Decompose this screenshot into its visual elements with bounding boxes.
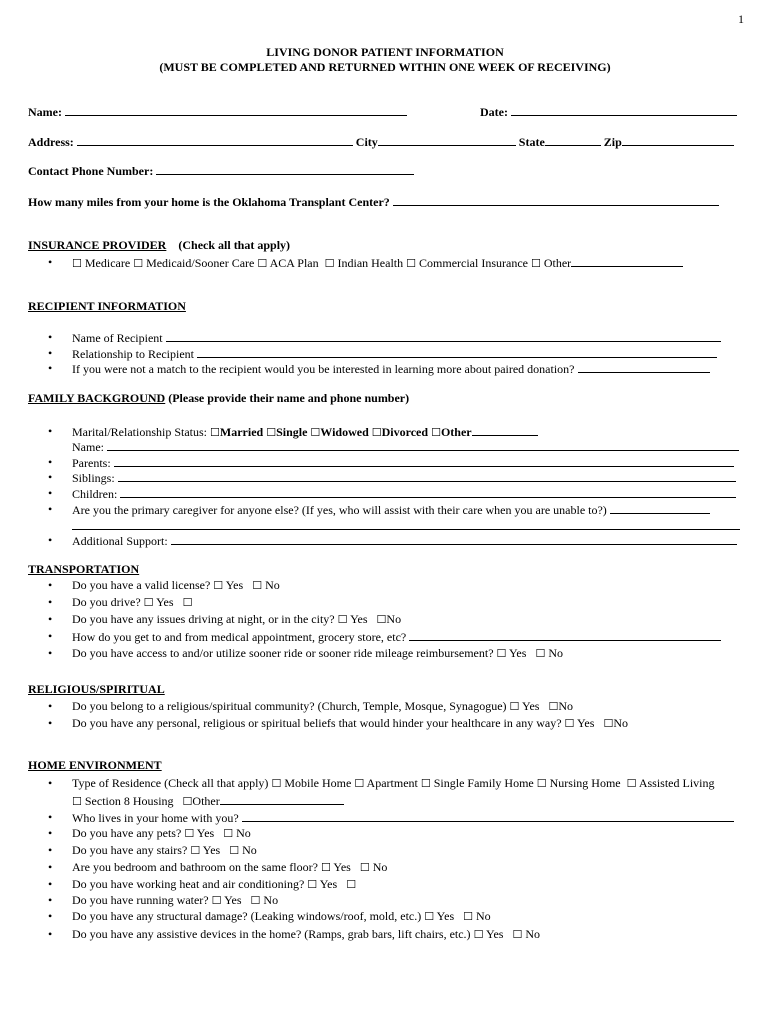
checkbox-medicaid[interactable]: ☐ (133, 257, 144, 270)
drive-row (72, 595, 192, 610)
miles-label: How many miles from your home is the Oklahoma Transplant Center? (28, 195, 390, 209)
yes-label: Yes (224, 893, 242, 907)
bullet: • (48, 927, 53, 941)
family-heading: FAMILY BACKGROUND (28, 391, 166, 405)
checkbox-yes[interactable]: ☐ (424, 910, 435, 923)
residence-label: Type of Residence (Check all that apply) (72, 776, 269, 790)
religious-heading: RELIGIOUS/SPIRITUAL (28, 682, 165, 696)
yes-label: Yes (333, 860, 351, 874)
devices-row (72, 927, 540, 942)
checkbox-single-family[interactable]: ☐ (420, 777, 431, 790)
state-field[interactable] (545, 134, 601, 146)
no-label: No (613, 716, 628, 730)
no-label: No (558, 699, 573, 713)
appointments-field[interactable] (409, 629, 721, 641)
night-driving-row (72, 612, 401, 627)
phone-field[interactable] (156, 163, 414, 175)
support-row (72, 533, 737, 549)
checkbox-yes[interactable]: ☐ (143, 596, 154, 609)
option-label: Mobile Home (284, 776, 352, 790)
checkbox-no[interactable]: ☐ (548, 700, 559, 713)
name-label: Name: (28, 105, 62, 119)
devices-question: Do you have any assistive devices in the home? (Ramps, grab bars, lift chairs, etc.) (72, 927, 471, 941)
home-heading: HOME ENVIRONMENT (28, 758, 162, 772)
checkbox-yes[interactable]: ☐ (473, 928, 484, 941)
date-field[interactable] (511, 104, 737, 116)
bullet: • (48, 893, 53, 907)
water-row (72, 893, 278, 908)
pets-row (72, 826, 251, 841)
bullet: • (48, 810, 53, 824)
children-row (72, 486, 736, 502)
yes-label: Yes (521, 699, 540, 713)
checkbox-single[interactable]: ☐ (266, 426, 277, 439)
residence-row-2 (72, 793, 344, 809)
paired-donation-row (72, 361, 710, 377)
address-label: Address: (28, 135, 74, 149)
bullet: • (48, 860, 53, 874)
heat-row (72, 877, 356, 892)
yes-label: Yes (196, 826, 215, 840)
license-question: Do you have a valid license? (72, 578, 211, 592)
support-label: Additional Support: (72, 534, 168, 548)
bullet: • (48, 826, 53, 840)
yes-label: Yes (156, 595, 174, 609)
checkbox-yes[interactable]: ☐ (190, 844, 201, 857)
caregiver-row (72, 502, 710, 518)
community-question: Do you belong to a religious/spiritual community? (Church, Temple, Mosque, Synagogue) (72, 699, 507, 713)
form-title: LIVING DONOR PATIENT INFORMATION (266, 45, 504, 59)
option-label: Single Family Home (433, 776, 534, 790)
transportation-heading: TRANSPORTATION (28, 562, 140, 576)
lives-with-question: Who lives in your home with you? (72, 811, 239, 825)
no-label: No (525, 927, 541, 941)
lives-with-field[interactable] (242, 810, 734, 822)
bullet: • (48, 346, 53, 360)
recipient-heading: RECIPIENT INFORMATION (28, 299, 186, 313)
damage-row (72, 909, 491, 924)
family-heading-row (28, 391, 409, 406)
yes-label: Yes (202, 843, 221, 857)
recipient-name-field[interactable] (166, 330, 721, 342)
no-label: No (386, 612, 402, 626)
checkbox-no[interactable]: ☐ (463, 910, 474, 923)
siblings-field[interactable] (118, 470, 736, 482)
address-field[interactable] (77, 134, 353, 146)
damage-question: Do you have any structural damage? (Leaking windows/roof, mold, etc.) (72, 909, 422, 923)
license-row (72, 578, 280, 593)
city-label: City (355, 135, 378, 149)
checkbox-no[interactable]: ☐ (346, 878, 357, 891)
checkbox-no[interactable]: ☐ (229, 844, 240, 857)
residence-other-field[interactable] (220, 793, 344, 805)
checkbox-no[interactable]: ☐ (250, 894, 261, 907)
residence-row (72, 776, 715, 791)
no-label: No (242, 843, 257, 857)
form-subtitle: (MUST BE COMPLETED AND RETURNED WITHIN ONE WEEK OF RECEIVING) (159, 60, 611, 74)
caregiver-field[interactable] (610, 502, 710, 514)
bullet: • (48, 578, 53, 592)
phone-label: Contact Phone Number: (28, 164, 154, 178)
bullet: • (48, 612, 53, 626)
insurance-other-field[interactable] (571, 255, 683, 267)
bullet: • (48, 629, 53, 643)
stairs-row (72, 843, 257, 858)
water-question: Do you have running water? (72, 893, 209, 907)
checkbox-no[interactable]: ☐ (223, 827, 234, 840)
no-label: No (372, 860, 388, 874)
address-row (28, 134, 734, 150)
sooner-ride-question: Do you have access to and/or utilize sooner ride or sooner ride mileage reimbursement? (72, 646, 494, 660)
spouse-name-field[interactable] (107, 439, 739, 451)
no-label: No (263, 893, 279, 907)
bullet: • (48, 646, 53, 660)
checkbox-apartment[interactable]: ☐ (354, 777, 365, 790)
checkbox-yes[interactable]: ☐ (213, 579, 224, 592)
option-label: Other (440, 425, 472, 439)
page-number: 1 (738, 12, 744, 26)
parents-row (72, 455, 734, 471)
no-label: No (476, 909, 491, 923)
bullet: • (48, 595, 53, 609)
name-row (28, 104, 407, 120)
option-label: Other (192, 794, 220, 808)
checkbox-yes[interactable]: ☐ (509, 700, 520, 713)
bullet: • (48, 909, 53, 923)
beliefs-row (72, 716, 628, 731)
insurance-heading-row (28, 238, 290, 253)
pets-question: Do you have any pets? (72, 826, 182, 840)
checkbox-yes[interactable]: ☐ (320, 861, 331, 874)
checkbox-mobile-home[interactable]: ☐ (271, 777, 282, 790)
checkbox-assisted-living[interactable]: ☐ (626, 777, 637, 790)
relationship-field[interactable] (197, 346, 717, 358)
sooner-ride-row (72, 646, 563, 661)
marital-other-field[interactable] (472, 424, 538, 436)
checkbox-commercial[interactable]: ☐ (406, 257, 417, 270)
siblings-label: Siblings: (72, 471, 115, 485)
siblings-row (72, 470, 736, 486)
checkbox-yes[interactable]: ☐ (337, 613, 348, 626)
yes-label: Yes (319, 877, 338, 891)
checkbox-section-8[interactable]: ☐ (72, 795, 82, 808)
state-label: State (518, 135, 545, 149)
marital-label: Marital/Relationship Status: (72, 425, 207, 439)
lives-with-row (72, 810, 734, 826)
checkbox-no[interactable]: ☐ (359, 861, 370, 874)
night-driving-question: Do you have any issues driving at night, or in the city? (72, 612, 335, 626)
checkbox-yes[interactable]: ☐ (184, 827, 195, 840)
marital-row (72, 424, 538, 440)
support-field[interactable] (171, 533, 737, 545)
checkbox-no[interactable]: ☐ (535, 647, 546, 660)
checkbox-yes[interactable]: ☐ (496, 647, 507, 660)
yes-label: Yes (350, 612, 368, 626)
option-label: Single (276, 425, 308, 439)
option-label: Other (543, 256, 572, 270)
stairs-question: Do you have any stairs? (72, 843, 188, 857)
checkbox-yes[interactable]: ☐ (307, 878, 318, 891)
miles-row (28, 194, 719, 210)
insurance-heading: INSURANCE PROVIDER (28, 238, 167, 252)
appointments-question: How do you get to and from medical appointment, grocery store, etc? (72, 630, 407, 644)
paired-donation-label: If you were not a match to the recipient would you be interested in learning more about paired donation? (72, 362, 575, 376)
bullet: • (48, 533, 53, 547)
caregiver-label: Are you the primary caregiver for anyone else? (If yes, who will assist with their care when you are unable to?) (72, 503, 607, 517)
option-label: Section 8 Housing (84, 794, 174, 808)
yes-label: Yes (508, 646, 527, 660)
checkbox-divorced[interactable]: ☐ (371, 426, 382, 439)
checkbox-other-residence[interactable]: ☐ (182, 795, 193, 808)
family-note: (Please provide their name and phone number) (168, 391, 410, 405)
checkbox-medicare[interactable]: ☐ (72, 257, 82, 270)
parents-field[interactable] (114, 455, 734, 467)
caregiver-continued-row (72, 518, 740, 534)
checkbox-indian-health[interactable]: ☐ (324, 257, 335, 270)
option-label: Commercial Insurance (419, 256, 528, 270)
drive-question: Do you drive? (72, 595, 141, 609)
yes-label: Yes (576, 716, 595, 730)
bullet: • (48, 877, 53, 891)
parents-label: Parents: (72, 456, 111, 470)
same-floor-question: Are you bedroom and bathroom on the same floor? (72, 860, 318, 874)
no-label: No (265, 578, 280, 592)
option-label: Nursing Home (549, 776, 621, 790)
relationship-row (72, 346, 717, 362)
appointments-row (72, 629, 721, 645)
children-field[interactable] (120, 486, 736, 498)
checkbox-no[interactable]: ☐ (603, 717, 614, 730)
yes-label: Yes (486, 927, 504, 941)
option-label: Married (219, 425, 264, 439)
beliefs-question: Do you have any personal, religious or spiritual beliefs that would hinder your healthcare in any way? (72, 716, 562, 730)
phone-row (28, 163, 414, 179)
bullet: • (48, 330, 53, 344)
bullet: • (48, 255, 53, 269)
heat-question: Do you have working heat and air conditioning? (72, 877, 305, 891)
caregiver-field-line2[interactable] (72, 518, 740, 530)
checkbox-other[interactable]: ☐ (530, 257, 541, 270)
no-label: No (236, 826, 251, 840)
option-label: Medicare (84, 256, 131, 270)
option-label: Indian Health (337, 256, 404, 270)
checkbox-yes[interactable]: ☐ (211, 894, 222, 907)
zip-field[interactable] (622, 134, 734, 146)
checkbox-widowed[interactable]: ☐ (310, 426, 321, 439)
insurance-options (72, 255, 683, 271)
checkbox-no[interactable]: ☐ (376, 613, 387, 626)
checkbox-nursing-home[interactable]: ☐ (536, 777, 547, 790)
spouse-name-row (72, 439, 739, 455)
checkbox-no[interactable]: ☐ (252, 579, 263, 592)
zip-label: Zip (603, 135, 622, 149)
checkbox-no[interactable]: ☐ (182, 596, 193, 609)
children-label: Children: (72, 487, 118, 501)
bullet: • (48, 424, 53, 438)
option-label: ACA Plan (269, 256, 319, 270)
option-label: Divorced (381, 425, 429, 439)
bullet: • (48, 361, 53, 375)
relationship-label: Relationship to Recipient (72, 347, 194, 361)
checkbox-aca[interactable]: ☐ (257, 257, 268, 270)
checkbox-yes[interactable]: ☐ (564, 717, 575, 730)
yes-label: Yes (436, 909, 455, 923)
no-label: No (548, 646, 563, 660)
bullet: • (48, 502, 53, 516)
yes-label: Yes (225, 578, 244, 592)
date-row (480, 104, 737, 120)
same-floor-row (72, 860, 387, 875)
insurance-note: (Check all that apply) (178, 238, 291, 252)
paired-donation-field[interactable] (578, 361, 710, 373)
checkbox-other-status[interactable]: ☐ (431, 426, 441, 439)
bullet: • (48, 486, 53, 500)
city-field[interactable] (378, 134, 516, 146)
miles-field[interactable] (393, 194, 719, 206)
bullet: • (48, 699, 53, 713)
option-label: Apartment (366, 776, 418, 790)
bullet: • (48, 716, 53, 730)
recipient-name-label: Name of Recipient (72, 331, 163, 345)
option-label: Assisted Living (638, 776, 715, 790)
option-label: Widowed (320, 425, 369, 439)
checkbox-no[interactable]: ☐ (512, 928, 523, 941)
bullet: • (48, 776, 53, 790)
checkbox-married[interactable]: ☐ (210, 426, 220, 439)
option-label: Medicaid/Sooner Care (146, 256, 255, 270)
date-label: Date: (480, 105, 508, 119)
bullet: • (48, 843, 53, 857)
bullet: • (48, 455, 53, 469)
community-row (72, 699, 573, 714)
spouse-name-label: Name: (72, 440, 104, 454)
recipient-name-row (72, 330, 721, 346)
bullet: • (48, 470, 53, 484)
name-field[interactable] (65, 104, 407, 116)
